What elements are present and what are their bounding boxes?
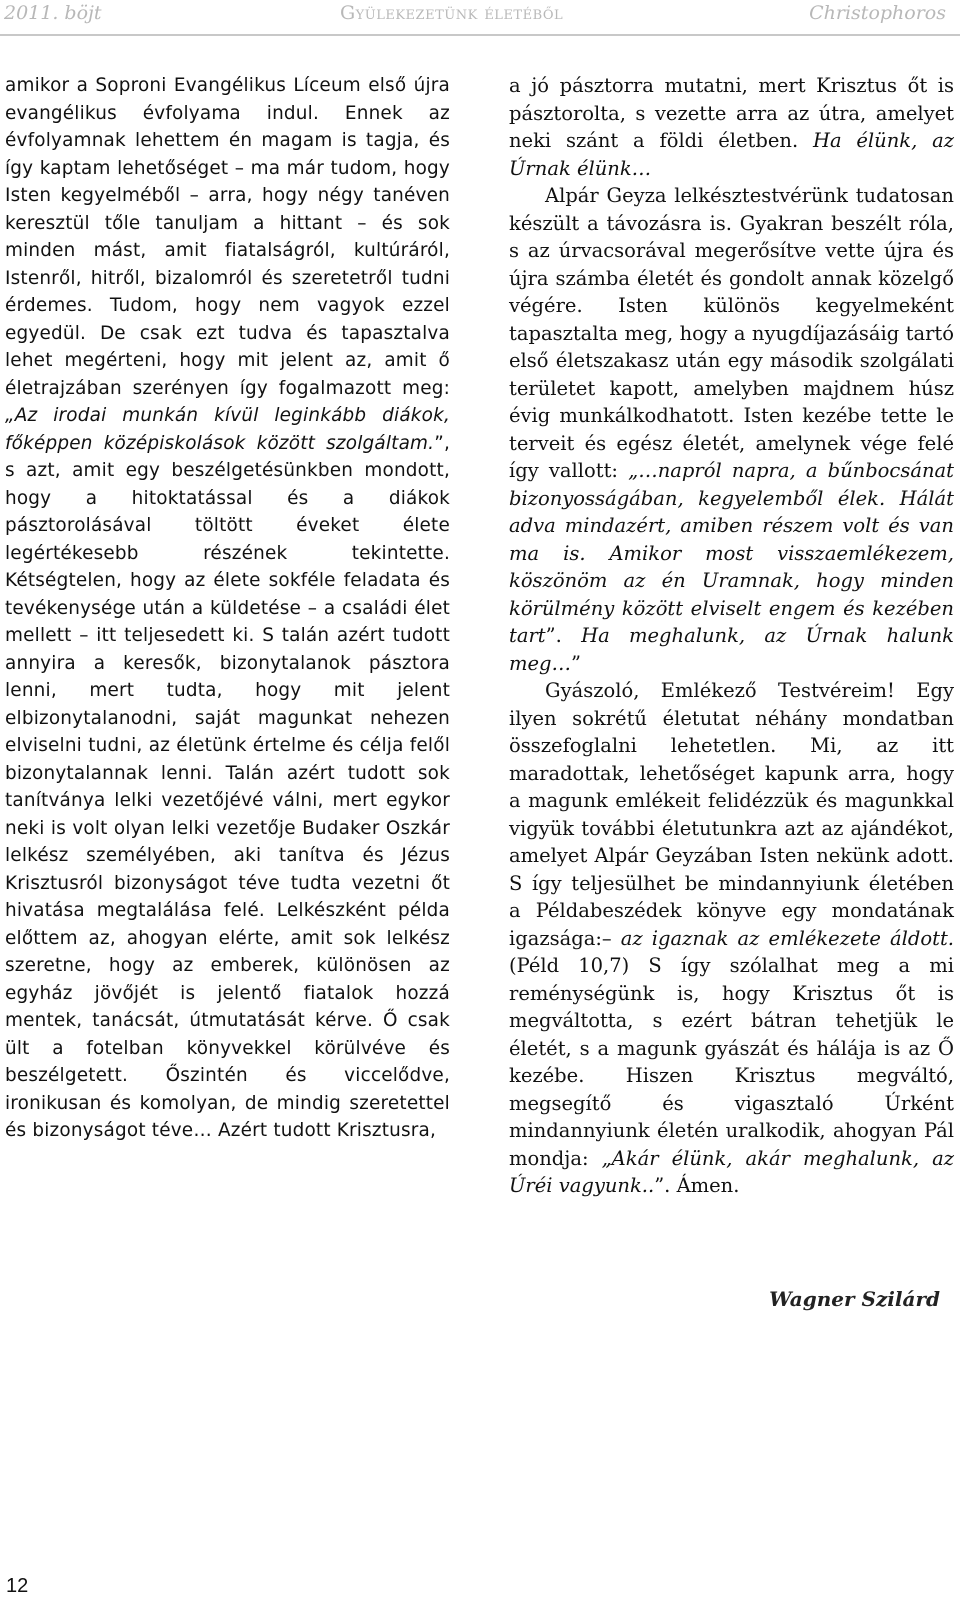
right-quote-3: Ha meghalunk, az Úrnak halunk meg…	[509, 624, 954, 675]
right-text-6: (Péld 10,7) S így szólalhat meg a mi reménységünk is, hogy Krisztus őt is megváltotta, s ezért bátran tehetjük le életét, s a magunk gyászát és hálája is az Ő kezébe. Hiszen Krisztus megváltó, megsegítő és vigasztaló Úrként mindannyiunk életén uralkodik, ahogyan Pál mondja:	[509, 954, 954, 1170]
right-quote-5: „Akár élünk, akár meghalunk, az Úréi vagyunk..	[509, 1146, 954, 1197]
left-text-1: amikor a Soproni Evangélikus Líceum első újra evangélikus évfolyama indul. Ennek az évfolyamnak lehettem én magam is tagja, és így kaptam lehetőséget – ma már tudom, hogy Isten kegyelméből – arra, hogy négy tanéven keresztül tőle tanuljam a hittant – és sok minden mást, amit fiatalságról, kultúráról, Istenről, hitről, bizalomról és szeretetről tudni érdemes. Tudom, hogy nem vagyok ezzel egyedül. De csak ezt tudva és tapasztalva lehet megérteni, hogy mit jelent az, amit ő életrajzában szerényen így fogalmazott meg:	[5, 75, 450, 399]
left-quote: „Az irodai munkán kívül leginkább diákok, főképpen középiskolások között szolgáltam.	[5, 405, 450, 454]
author-signature: Wagner Szilárd	[769, 1287, 940, 1311]
right-text-5: Gyászoló, Emlékező Testvéreim! Egy ilyen sokrétű életutat néhány mondatban összefoglalni lehetetlen. Mi, az itt maradottak, lehetőséget kapunk arra, hogy a magunk emlékeit felidézzük és magunkkal vigyük további életutunkra azt az ajándékot, amelyet Alpár Geyzában Isten nekünk adott. S így teljesülhet be mindannyiunk életében a Példabeszédek könyve egy mondatának igazsága:–	[509, 679, 954, 950]
running-header	[0, 0, 960, 32]
right-quote-4: az igaznak az emlékezete áldott.	[620, 926, 954, 950]
right-column	[509, 72, 954, 1200]
right-quote-2: „…napról napra, a bűnbocsánat bizonyosságában, kegyelemből élek. Hálát adva mindazért, amiben részem volt és van ma is. Amikor most visszaemlékezem, köszönöm az én Uramnak, hogy minden körülmény között elviselt engem és kezében tart	[509, 459, 954, 647]
header-section-title: Gyülekezetünk életéből	[340, 2, 564, 24]
right-text-4: ”	[571, 651, 581, 675]
page-number: 12	[6, 1575, 29, 1597]
right-text-7: ”. Ámen.	[654, 1174, 740, 1197]
right-paragraph-1	[509, 72, 954, 182]
left-column	[5, 72, 450, 1145]
right-text-1: a jó pásztorra mutatni, mert Krisztus őt is pásztorolta, s vezette arra az útra, amelyet neki szánt a földi életben.	[509, 74, 954, 152]
right-text-2: Alpár Geyza lelkésztestvérünk tudatosan készült a távozásra is. Gyakran beszélt róla, s az úrvacsorával megerősítve vette újra és újra számba életét és gondolt annak közelgő végére. Isten különös kegyelmeként tapasztalta meg, hogy a nyugdíjazásáig tartó első életszakasz után egy második szolgálati területet kapott, amelyben majdnem húsz évig munkálkodhatott. Isten kezébe tette le terveit és egész életét, amelynek vége felé így vallott:	[509, 184, 954, 482]
header-publication-name: Christophoros	[809, 2, 946, 24]
left-text-2: ”, s azt, amit egy beszélgetésünkben mondott, hogy a hitoktatással és a diákok pásztorolásával töltött éveket élete legértékesebb részének tekintette. Kétségtelen, hogy az élete sokféle feladata és tevékenysége után a küldetése – a családi élet mellett – itt teljesedett ki. S talán azért tudott annyira a keresők, bizonytalanok pásztora lenni, mert tudta, hogy mit jelent elbizonytalanodni, saját magunkat nehezen elviselni tudni, az életünk értelme és célja felől bizonytalannak lenni. Talán azért tudott sok tanítványa lelki vezetőjévé válni, mert egykor neki is volt olyan lelki vezetője Budaker Oszkár lelkész személyében, aki tanítva és Jézus Krisztusról bizonyságot téve tudta vezetni őt hivatása megtalálása felé. Lelkészként példa előttem az, ahogyan elérte, amit sok lelkész szeretne, hogy az emberek, különösen az egyház jövőjét is jelentő fiatalok hozzá mentek, tanácsát, útmutatását kérve. Ő csak ült a fotelban könyvekkel körülvéve és beszélgetett. Őszintén és viccelődve, ironikusan és komolyan, de mindig szeretettel és bizonyságot téve… Azért tudott Krisztusra,	[5, 432, 450, 1141]
header-issue: 2011. böjt	[4, 2, 102, 24]
left-paragraph	[5, 72, 450, 1145]
right-paragraph-3	[509, 677, 954, 1200]
right-quote-1: Ha élünk, az Úrnak élünk…	[509, 129, 954, 180]
header-rule	[0, 34, 960, 36]
right-text-3: ”.	[545, 624, 582, 647]
right-paragraph-2	[509, 182, 954, 677]
